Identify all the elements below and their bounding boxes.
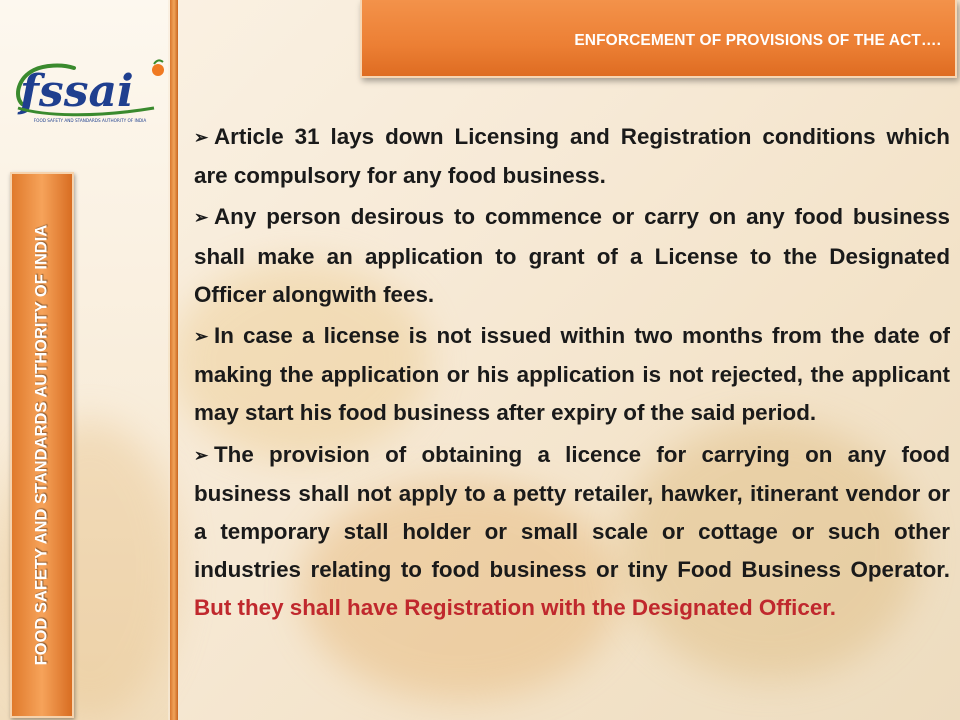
logo-tagline: FOOD SAFETY AND STANDARDS AUTHORITY OF INDIA	[33, 118, 147, 123]
bullet-item	[194, 317, 950, 433]
vertical-banner	[10, 172, 74, 718]
arrow-bullet-icon: ➢	[194, 327, 209, 347]
slide-title: ENFORCEMENT OF PROVISIONS OF THE ACT….	[574, 32, 941, 49]
bullet-text: Any person desirous to commence or carry on any food business shall make an application to grant of a License to the Designated Officer alongwith fees.	[194, 204, 950, 307]
bullet-text: Article 31 lays down Licensing and Registration conditions which are compulsory for any food business.	[194, 124, 950, 189]
vertical-title: FOOD SAFETY AND STANDARDS AUTHORITY OF INDIA	[32, 224, 51, 666]
bullet-text: The provision of obtaining a licence for carrying on any food business shall not apply to a petty retailer, hawker, itinerant vendor or a temporary stall holder or small scale or cottage or such other industries relating to food business or tiny Food Business Operator.	[194, 441, 950, 583]
bullet-text: In case a license is not issued within two months from the date of making the application or his application is not rejected, the applicant may start his food business after expiry of the said period.	[194, 323, 950, 426]
arrow-bullet-icon: ➢	[194, 128, 209, 147]
bullet-item	[194, 118, 950, 195]
logo-wordmark: fssai	[20, 66, 134, 117]
bullet-item	[194, 436, 950, 628]
arrow-bullet-icon: ➢	[194, 208, 209, 228]
bullet-item	[194, 198, 950, 314]
left-divider	[170, 0, 178, 720]
bullet-highlight: But they shall have Registration with the Designated Officer.	[194, 595, 836, 621]
fssai-logo	[4, 56, 170, 128]
bullet-list	[194, 118, 950, 631]
left-panel	[0, 0, 168, 720]
header-bar	[360, 0, 957, 78]
arrow-bullet-icon: ➢	[194, 445, 209, 465]
